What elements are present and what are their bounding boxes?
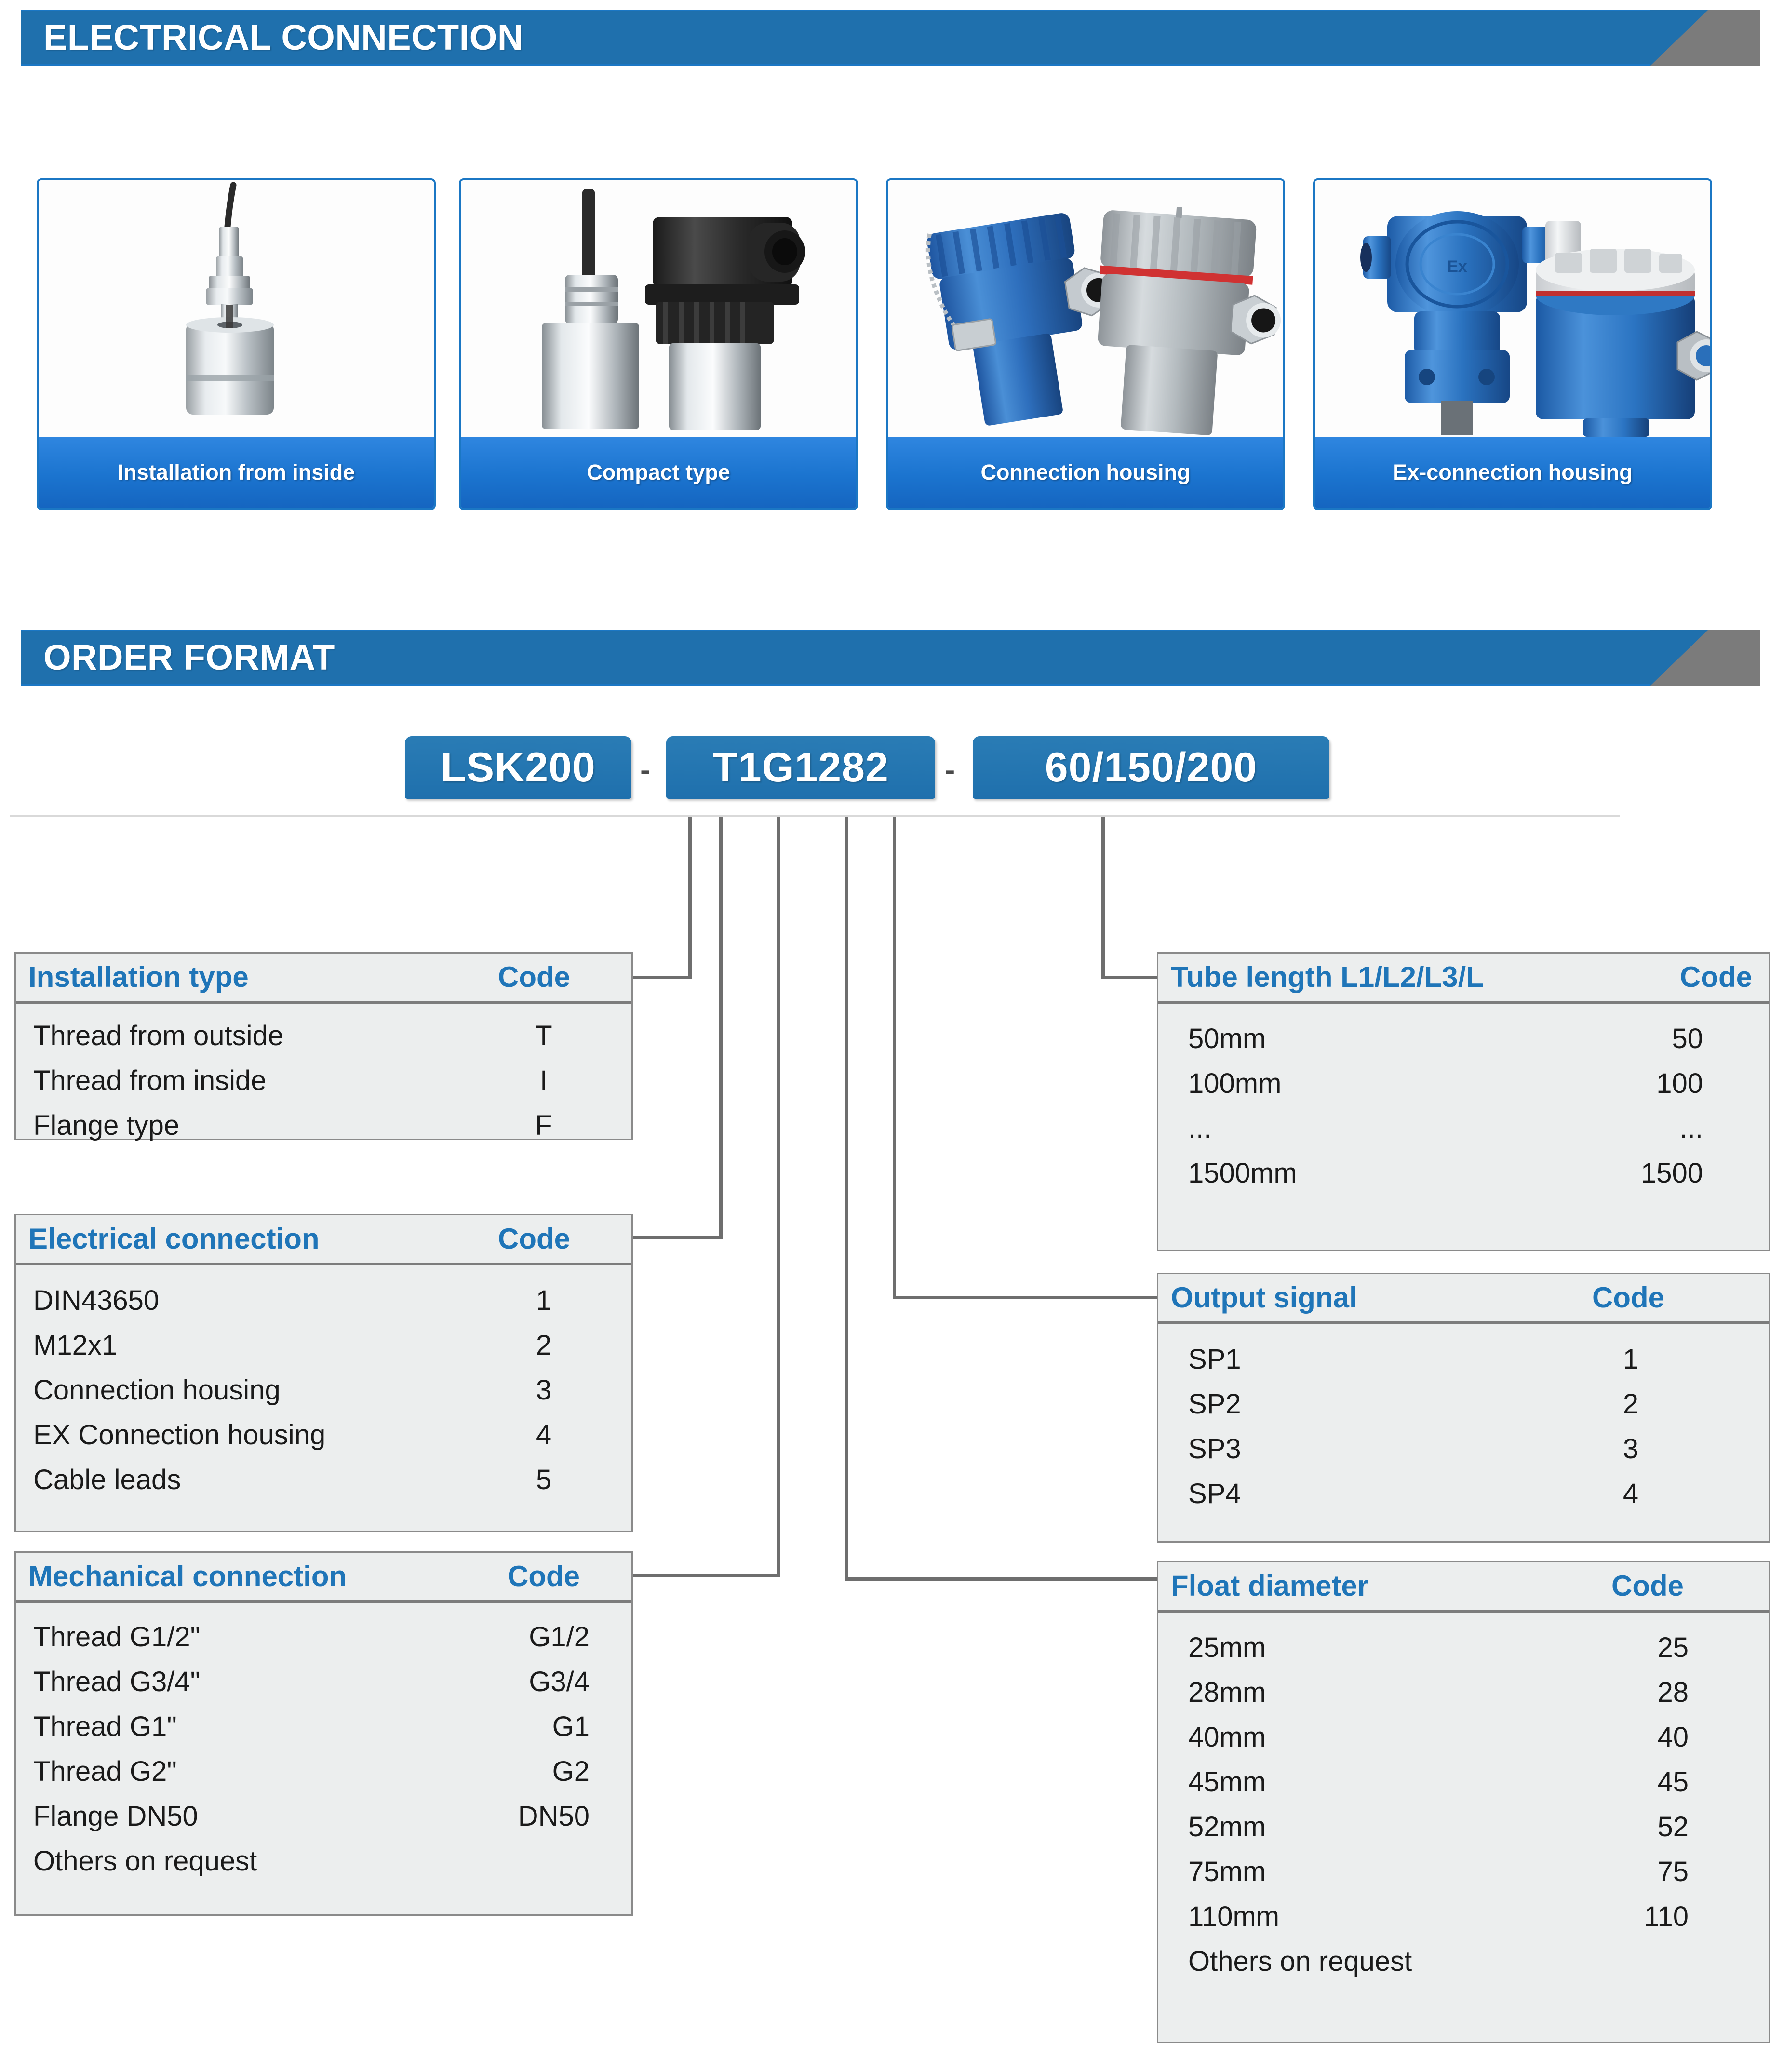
product-card-compact-type	[459, 178, 858, 510]
table-row	[1158, 1426, 1769, 1471]
row-code: F	[535, 1110, 552, 1141]
order-code-part-config: T1G1282	[666, 736, 935, 799]
table-row	[1158, 1670, 1769, 1715]
float-diameter-code-header: Code	[1611, 1570, 1684, 1602]
row-code: 52	[1657, 1811, 1689, 1843]
electrical-connection-rows	[16, 1265, 631, 1502]
table-row	[1158, 1760, 1769, 1804]
table-row	[16, 1457, 631, 1502]
table-row	[1158, 1016, 1769, 1061]
tube-length-title: Tube length L1/L2/L3/L	[1171, 961, 1484, 993]
leader-drop-mechanical	[777, 817, 780, 1576]
tube-length-header	[1158, 954, 1769, 1004]
product-card-installation-from-inside	[37, 178, 436, 510]
float-diameter-header	[1158, 1562, 1769, 1613]
order-code-part-series: LSK200	[405, 736, 631, 799]
row-label: M12x1	[33, 1330, 118, 1361]
row-label: ...	[1188, 1113, 1212, 1144]
row-code: G3/4	[529, 1666, 590, 1697]
table-row	[1158, 1471, 1769, 1516]
installation-type-code-header: Code	[498, 961, 570, 993]
row-code: 2	[1622, 1388, 1639, 1420]
table-row	[1158, 1061, 1769, 1106]
float-diameter-rows	[1158, 1613, 1769, 1984]
row-label: Thread from inside	[33, 1065, 267, 1096]
installation-type-rows	[16, 1004, 631, 1148]
output-signal-rows	[1158, 1324, 1769, 1516]
output-signal-header	[1158, 1274, 1769, 1324]
row-code: 110	[1644, 1901, 1689, 1932]
table-row	[16, 1368, 631, 1413]
row-label: Thread G3/4"	[33, 1666, 201, 1697]
table-row	[16, 1794, 631, 1839]
table-row	[1158, 1151, 1769, 1196]
row-label: DIN43650	[33, 1285, 160, 1316]
product-card-ex-connection-housing	[1313, 178, 1712, 510]
table-row	[16, 1615, 631, 1659]
svg-text:Ex: Ex	[1447, 257, 1467, 276]
order-code-separator-2: -	[945, 753, 955, 787]
row-label: Connection housing	[33, 1374, 281, 1406]
tube-length-code-header: Code	[1680, 961, 1752, 993]
row-code: 28	[1657, 1677, 1689, 1708]
row-label: Thread from outside	[33, 1020, 284, 1051]
leader-elbow-installation	[631, 976, 692, 979]
spec-box-electrical-connection	[14, 1214, 633, 1532]
row-code: 4	[1622, 1478, 1639, 1509]
order-code-baseline-rule	[10, 815, 1620, 817]
compact-type-photo	[461, 180, 856, 437]
row-label: 25mm	[1188, 1632, 1266, 1663]
row-label: Cable leads	[33, 1464, 181, 1495]
table-row	[16, 1839, 631, 1884]
leader-drop-installation	[688, 817, 692, 979]
table-row	[16, 1013, 631, 1058]
row-code: 3	[536, 1374, 552, 1406]
row-code: 4	[536, 1419, 552, 1451]
mechanical-connection-title: Mechanical connection	[28, 1560, 347, 1592]
row-label: Thread G2"	[33, 1756, 177, 1787]
row-label: 1500mm	[1188, 1157, 1297, 1189]
row-code: 3	[1622, 1433, 1639, 1465]
row-label: Others on request	[1188, 1946, 1412, 1977]
table-row	[16, 1749, 631, 1794]
order-code-part-lengths: 60/150/200	[973, 736, 1329, 799]
output-signal-title: Output signal	[1171, 1281, 1357, 1314]
row-code: 1500	[1640, 1157, 1703, 1189]
order-code-separator-1: -	[640, 753, 651, 787]
table-row	[1158, 1939, 1769, 1984]
table-row	[1158, 1382, 1769, 1426]
compact-sensor-illustration	[461, 180, 856, 437]
row-label: SP2	[1188, 1388, 1241, 1420]
float-diameter-title: Float diameter	[1171, 1570, 1369, 1602]
table-row	[1158, 1106, 1769, 1151]
row-code: 45	[1657, 1766, 1689, 1798]
row-label: SP4	[1188, 1478, 1241, 1509]
connection-housing-caption: Connection housing	[888, 437, 1283, 508]
connection-housing-photo	[888, 180, 1283, 437]
table-row	[1158, 1849, 1769, 1894]
row-label: 40mm	[1188, 1722, 1266, 1753]
installation-type-header	[16, 954, 631, 1004]
row-label: 110mm	[1188, 1901, 1280, 1932]
float-switch-illustration	[39, 180, 434, 437]
table-row	[1158, 1715, 1769, 1760]
order-format-banner	[21, 630, 1760, 686]
table-row	[16, 1413, 631, 1457]
row-code: G2	[552, 1756, 590, 1787]
row-label: Flange type	[33, 1110, 180, 1141]
mechanical-connection-header	[16, 1553, 631, 1603]
leader-elbow-mechanical	[627, 1574, 780, 1577]
electrical-connection-title: ELECTRICAL CONNECTION	[43, 17, 523, 57]
table-row	[1158, 1804, 1769, 1849]
compact-type-caption: Compact type	[461, 437, 856, 508]
mechanical-connection-code-header: Code	[508, 1560, 580, 1592]
leader-drop-electrical	[719, 817, 723, 1239]
row-label: EX Connection housing	[33, 1419, 326, 1451]
leader-drop-tube-length	[1101, 817, 1105, 979]
ex-connection-housing-caption: Ex-connection housing	[1315, 437, 1710, 508]
row-code: 40	[1657, 1722, 1689, 1753]
table-row	[16, 1704, 631, 1749]
row-code: T	[535, 1020, 552, 1051]
row-label: 50mm	[1188, 1023, 1266, 1054]
electrical-connection-banner	[21, 10, 1760, 66]
spec-box-tube-length	[1157, 952, 1770, 1251]
row-label: 100mm	[1188, 1068, 1282, 1099]
electrical-connection-code-header: Code	[498, 1223, 570, 1255]
row-label: 52mm	[1188, 1811, 1266, 1843]
row-code: 1	[1622, 1344, 1639, 1375]
row-code: DN50	[518, 1801, 590, 1832]
installation-type-title: Installation type	[28, 961, 249, 993]
installation-from-inside-photo	[39, 180, 434, 437]
order-format-title: ORDER FORMAT	[43, 637, 335, 677]
electrical-connection-title: Electrical connection	[28, 1223, 320, 1255]
ex-connection-housing-photo	[1315, 180, 1710, 437]
row-label: 75mm	[1188, 1856, 1266, 1887]
table-row	[16, 1278, 631, 1323]
table-row	[1158, 1894, 1769, 1939]
row-label: Thread G1/2"	[33, 1621, 201, 1653]
row-label: 45mm	[1188, 1766, 1266, 1798]
electrical-connection-header	[16, 1215, 631, 1265]
installation-from-inside-caption: Installation from inside	[39, 437, 434, 508]
row-code: 25	[1657, 1632, 1689, 1663]
row-code: I	[539, 1065, 548, 1096]
row-code: ...	[1679, 1113, 1703, 1144]
table-row	[16, 1659, 631, 1704]
spec-box-mechanical-connection	[14, 1551, 633, 1916]
row-label: SP1	[1188, 1344, 1241, 1375]
row-code: 1	[536, 1285, 552, 1316]
row-code: 100	[1656, 1068, 1703, 1099]
table-row	[1158, 1337, 1769, 1382]
leader-elbow-electrical	[631, 1236, 723, 1239]
spec-box-installation-type	[14, 952, 633, 1140]
row-code: 5	[536, 1464, 552, 1495]
row-code: 2	[536, 1330, 552, 1361]
product-card-connection-housing	[886, 178, 1285, 510]
table-row	[16, 1058, 631, 1103]
output-signal-code-header: Code	[1592, 1281, 1664, 1314]
row-label: Thread G1"	[33, 1711, 177, 1742]
row-code: 50	[1672, 1023, 1703, 1054]
row-label: Flange DN50	[33, 1801, 198, 1832]
spec-box-output-signal	[1157, 1273, 1770, 1543]
ex-housing-illustration	[1315, 180, 1710, 437]
leader-drop-float-diameter	[845, 817, 848, 1580]
terminal-heads-illustration	[888, 180, 1283, 437]
row-label: SP3	[1188, 1433, 1241, 1465]
row-label: 28mm	[1188, 1677, 1266, 1708]
table-row	[16, 1103, 631, 1148]
row-label: Others on request	[33, 1845, 257, 1877]
mechanical-connection-rows	[16, 1603, 631, 1884]
leader-drop-output-signal	[893, 817, 896, 1299]
table-row	[1158, 1625, 1769, 1670]
row-code: G1/2	[529, 1621, 590, 1653]
tube-length-rows	[1158, 1004, 1769, 1196]
row-code: 75	[1657, 1856, 1689, 1887]
spec-box-float-diameter	[1157, 1561, 1770, 2043]
row-code: G1	[552, 1711, 590, 1742]
table-row	[16, 1323, 631, 1368]
